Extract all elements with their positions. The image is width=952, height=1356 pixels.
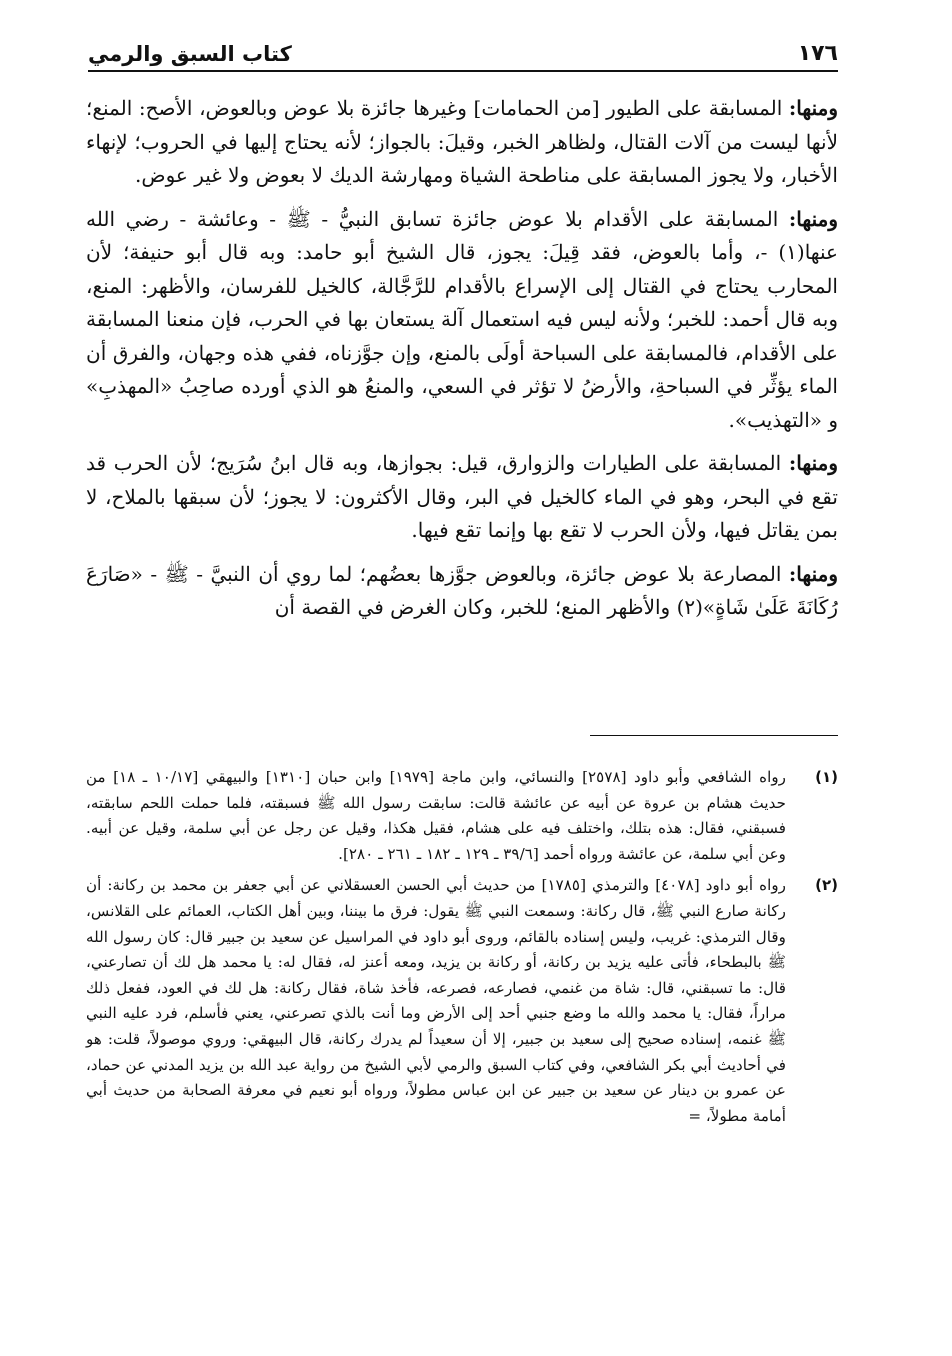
paragraph-lead: ومنها: (788, 561, 838, 586)
paragraph-text: المسابقة على الطيور [من الحمامات] وغيرها جائزة بلا عوض وبالعوض، الأصح: المنع؛ لأنها ليست من آلات القتال، ولظاهر الخبر، وقيلَ: بالجواز؛ لأنه يحتاج إليها في الحروب؛ لإنهاء الأخبار، ولا يجوز المسابقة على مناطحة الشياة ومهارشة الديك لا بعوض ولا غير عوض. (86, 96, 838, 187)
main-text (86, 92, 838, 635)
footnotes (86, 765, 838, 1135)
footnote-1 (86, 765, 838, 867)
paragraph-boats (86, 447, 838, 548)
page-header (88, 30, 838, 72)
footnote-text: رواه أبو داود [٤٠٧٨] والترمذي [١٧٨٥] من حديث أبي الحسن العسقلاني عن أبي جعفر بن محمد بن ركانة: أن ركانة صارع النبي ﷺ، قال ركانة: وسمعت النبي ﷺ يقول: فرق ما بيننا، وبين أهل الكتاب، العمائم على القلانس، وقال الترمذي: غريب، وليس إسناده بالقائم، وروى أبو داود في المراسيل عن سعيد بن جبير قال: كان رسول الله ﷺ بالبطحاء، فأتى عليه يزيد بن ركانة، أو ركانة بن يزيد، ومعه أعنز له، فقال له: يا محمد هل لك أن تصارعني، قال: ما تسبقني، قال: شاة من غنمي، فصارعه، فصرعه، فأخذ شاة، فقال ركانة: هل لك في العود، ففعل ذلك مراراً، فقال: يا محمد والله ما وضع جنبي أحد إلى الأرض وما أنت بالذي تصرعني، يعني فأسلم، فرد عليه النبي ﷺ غنمه، إسناده صحيح إلى سعيد بن جبير، إلا أن سعيداً لم يدرك ركانة، قال البيهقي: وروي موصولاً، قلت: هو في أحاديث أبي بكر الشافعي، وفي كتاب السبق والرمي لأبي الشيخ من رواية عبد الله بن يزيد المدني عن حماد، عن عمرو بن دينار عن سعيد بن جبير عن ابن عباس مطولاً، ورواه أبو نعيم في معرفة الصحابة من حديث أبي أمامة مطولاً، = (86, 876, 786, 1125)
footnote-number: (٢) (815, 876, 838, 895)
paragraph-text: المصارعة بلا عوض جائزة، وبالعوض جوَّزها بعضُهم؛ لما روي أن النبيَّ - ﷺ - «صَارَعَ رُكَانَةَ عَلَىٰ شَاةٍ»(٢) والأظهر المنع؛ للخبر، وكان الغرض في القصة أن (86, 561, 838, 619)
paragraph-lead: ومنها: (788, 451, 838, 475)
paragraph-foot-race (86, 203, 838, 438)
paragraph-text: المسابقة على الطيارات والزوارق، قيل: بجوازها، وبه قال ابنُ سُرَيج؛ لأن الحرب قد تقع في البحر، وهو في الماء كالخيل في البر، وقال الأكثرون: لا يجوز؛ لأن سبقها بالملاح، لا بمن يقاتل فيها، ولأن الحرب لا تقع بها وإنما تقع فيها. (86, 451, 838, 542)
paragraph-wrestling (86, 558, 838, 625)
footnote-2 (86, 873, 838, 1129)
running-title: كتاب السبق والرمي (88, 42, 292, 66)
page-number: ١٧٦ (797, 41, 838, 66)
paragraph-lead: ومنها: (788, 96, 838, 120)
paragraph-birds (86, 92, 838, 193)
footnote-number: (١) (815, 768, 838, 786)
footnote-text: رواه الشافعي وأبو داود [٢٥٧٨] والنسائي، وابن ماجة [١٩٧٩] وابن حبان [١٣١٠] والبيهقي [١٠/١٧ ـ ١٨] من حديث هشام بن عروة عن أبيه عن عائشة قالت: سابقت رسول الله ﷺ فسبقته، فلما حملت اللحم سابقته، فسبقني، فقال: هذه بتلك، واختلف فيه على هشام، فقيل هكذا، وقيل عن رجل عن أبي سلمة، وقيل عن أبيه. وعن أبي سلمة، عن عائشة ورواه أحمد [٣٩/٦ ـ ١٢٩ ـ ١٨٢ ـ ٢٦١ ـ ٢٨٠]. (86, 768, 786, 863)
footnote-separator (590, 735, 838, 736)
paragraph-lead: ومنها: (788, 206, 838, 231)
paragraph-text: المسابقة على الأقدام بلا عوض جائزة تسابق النبيُّ - ﷺ - وعائشة - رضي الله عنها(١) -، وأما بالعوض، فقد قِيلَ: يجوز، قال الشيخ أبو حامد: وبه قال أبو حنيفة؛ لأن المحارب يحتاج في القتال إلى الإسراع بالأقدام للرَّجَّالة، كالخيل للفرسان، والأظهر: المنع، وبه قال أحمد: للخبر؛ ولأنه ليس فيه استعمال آلة يستعان بها في الحرب، فإن منعنا المسابقة على الأقدام، فالمسابقة على السباحة أولَى بالمنع، وإن جوَّزناه، ففي هذه وجهان، والفرق أن الماء يؤثِّر في السباحةِ، والأرضُ لا تؤثر في السعي، والمنعُ هو الذي أورده صاحِبُ «المهذبِ» و «التهذيب». (86, 206, 838, 432)
